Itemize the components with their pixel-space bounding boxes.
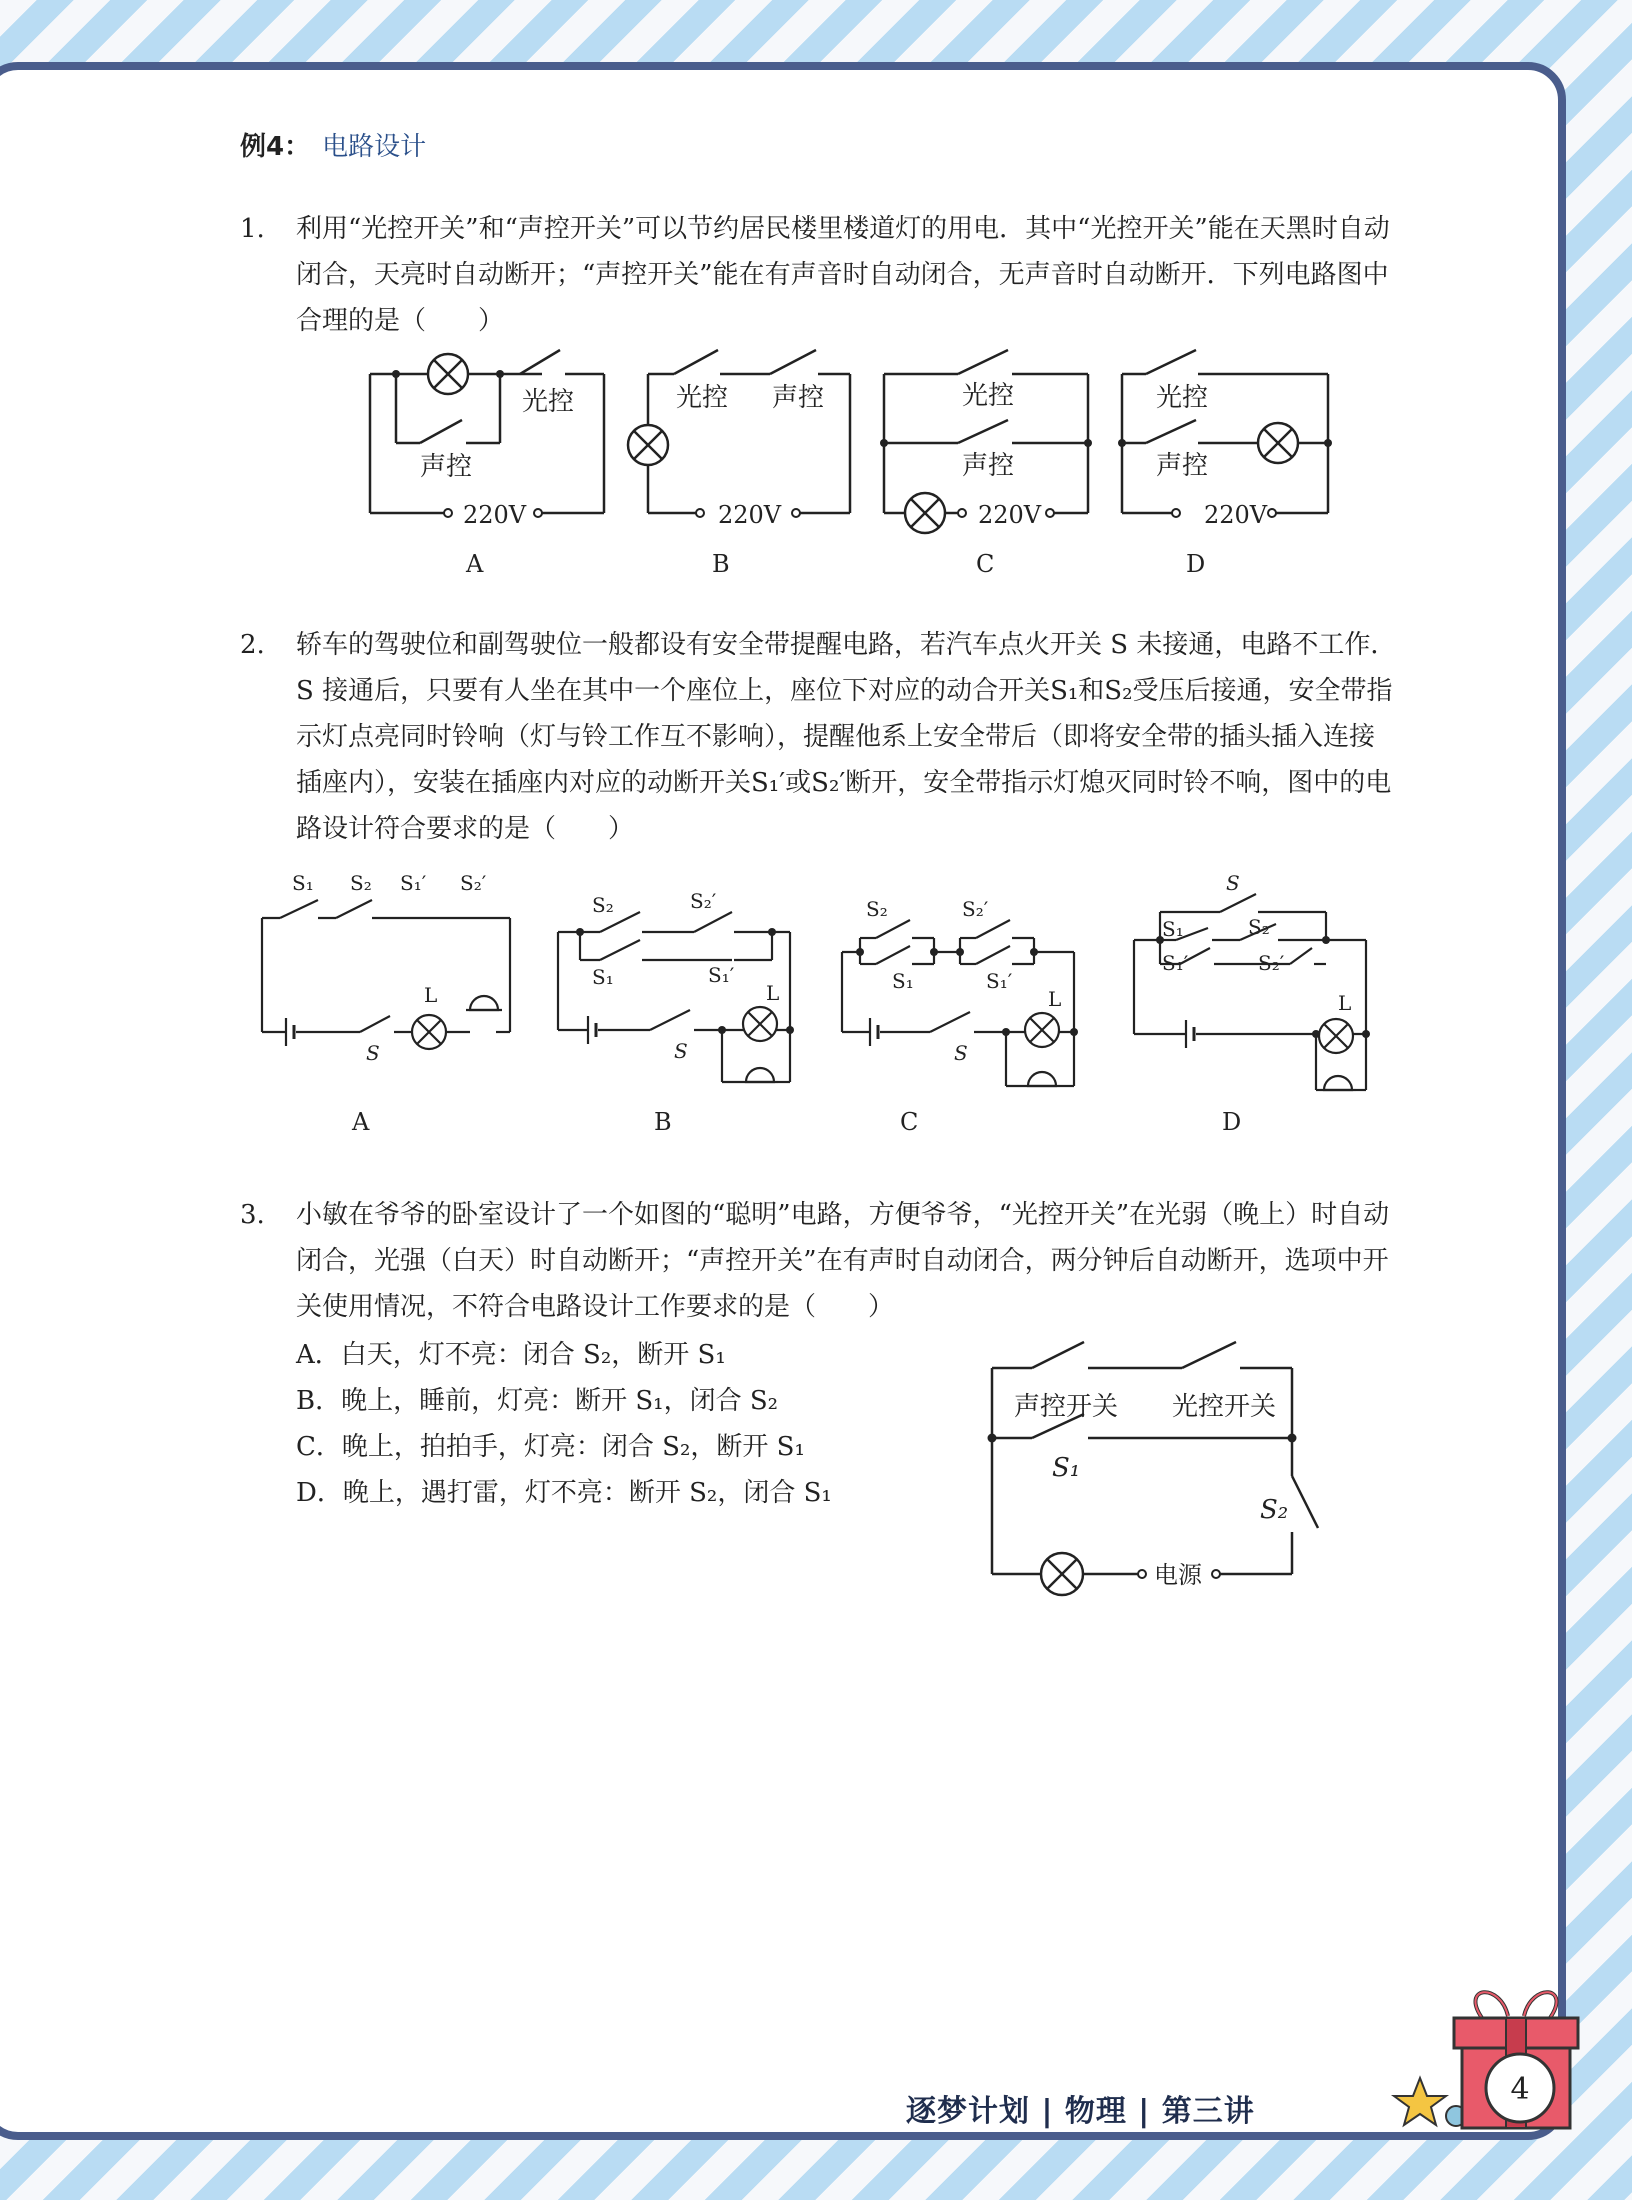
example-header <box>240 126 426 163</box>
question-number: 3. <box>240 1200 265 1230</box>
q2b-s1: S₁ <box>592 965 614 989</box>
q2-option-a: A <box>352 1108 370 1136</box>
q3-lamp-icon <box>1041 1553 1083 1595</box>
gift-box-icon <box>1454 1992 1578 2128</box>
q3-choice-c: C．晚上，拍拍手，灯亮：闭合 S₂，断开 S₁ <box>296 1432 805 1462</box>
q1-option-c: C <box>976 550 995 578</box>
q1c-sound-label: 声控 <box>962 451 1015 481</box>
q1a-light-label: 光控 <box>522 387 575 417</box>
q3-circuit-diagram <box>960 1320 1340 1610</box>
q1c-light-label: 光控 <box>962 381 1015 411</box>
q1d-light-label: 光控 <box>1156 383 1209 413</box>
q2c-s1: S₁ <box>892 969 914 993</box>
q1-circuit-figures <box>0 340 1632 590</box>
q2a-s2: S₂ <box>350 871 372 895</box>
q2c-lamp: L <box>1048 987 1062 1011</box>
q1-circuit-d <box>1122 350 1328 513</box>
q2d-s1: S₁ <box>1162 917 1184 941</box>
q2d-s2: S₂ <box>1248 915 1270 939</box>
q3-choice-a: A．白天，灯不亮：闭合 S₂，断开 S₁ <box>296 1340 726 1370</box>
q2b-s2p: S₂′ <box>690 889 717 913</box>
q2d-s: S <box>1226 871 1240 895</box>
q1c-voltage: 220V <box>978 501 1042 529</box>
q2a-s2p: S₂′ <box>460 871 487 895</box>
q1b-sound-label: 声控 <box>772 383 825 413</box>
q2c-s2p: S₂′ <box>962 897 989 921</box>
question-text: 轿车的驾驶位和副驾驶位一般都设有安全带提醒电路，若汽车点火开关 S 未接通，电路不工作．S 接通后，只要有人坐在其中一个座位上，座位下对应的动合开关S₁和S₂受压后接通，安全带指示灯点亮同时铃响（灯与铃工作互不影响），提醒他系上安全带后（即将安全带的插头插入连接插座内），安装在插座内对应的动断开关S₁′或S₂′断开，安全带指示灯熄灭同时铃不响，图中的电路设计符合要求的是（ ） <box>296 630 1397 844</box>
q3-s1-label: S₁ <box>1052 1453 1081 1483</box>
q2a-lamp: L <box>424 983 438 1007</box>
q1-circuit-a <box>370 350 604 513</box>
q2c-s: S <box>954 1041 968 1065</box>
q1a-sound-label: 声控 <box>420 452 473 482</box>
q1-option-b: B <box>712 550 730 578</box>
question-2 <box>240 622 1400 852</box>
question-3 <box>240 1192 1400 1330</box>
gift-page-badge <box>1390 1988 1600 2138</box>
example-label: 例4： <box>240 132 311 162</box>
q2c-s1p: S₁′ <box>986 969 1013 993</box>
q2a-s1: S₁ <box>292 871 314 895</box>
q1d-sound-label: 声控 <box>1156 451 1209 481</box>
q2-circuit-a <box>262 900 510 1032</box>
q1-circuit-c <box>884 350 1088 513</box>
q2b-s: S <box>674 1039 688 1063</box>
q2b-s2: S₂ <box>592 893 614 917</box>
question-text: 利用“光控开关”和“声控开关”可以节约居民楼里楼道灯的用电．其中“光控开关”能在天黑时自动闭合，天亮时自动断开；“声控开关”能在有声音时自动闭合，无声音时自动断开．下列电路图中合理的是（ ） <box>296 214 1390 336</box>
q2b-lamp: L <box>766 981 780 1005</box>
q1b-voltage: 220V <box>718 501 782 529</box>
q2d-s2p: S₂′ <box>1258 951 1285 975</box>
q1-circuit-b <box>648 350 850 513</box>
q2d-s1p: S₁′ <box>1162 951 1189 975</box>
page-number: 4 <box>1510 2072 1530 2107</box>
question-number: 2. <box>240 630 265 660</box>
question-number: 1. <box>240 214 265 244</box>
question-text: 小敏在爷爷的卧室设计了一个如图的“聪明”电路，方便爷爷，“光控开关”在光弱（晚上）时自动闭合，光强（白天）时自动断开；“声控开关”在有声时自动闭合，两分钟后自动断开，选项中开关使用情况，不符合电路设计工作要求的是（ ） <box>296 1200 1390 1322</box>
q3-light-switch-label: 光控开关 <box>1172 1392 1277 1422</box>
q1b-light-label: 光控 <box>676 383 729 413</box>
q3-sound-switch-label: 声控开关 <box>1014 1392 1119 1422</box>
q1a-voltage: 220V <box>463 501 527 529</box>
q3-choice-b: B．晚上，睡前，灯亮：断开 S₁，闭合 S₂ <box>296 1386 779 1416</box>
q1-option-a: A <box>466 550 484 578</box>
question-1 <box>240 206 1400 344</box>
q2-option-c: C <box>900 1108 919 1136</box>
q1-option-d: D <box>1186 550 1206 578</box>
footer-course-title: 逐梦计划 | 物理 | 第三讲 <box>906 2094 1255 2129</box>
q2a-s1p: S₁′ <box>400 871 427 895</box>
q2-option-d: D <box>1222 1108 1242 1136</box>
q1d-voltage: 220V <box>1204 501 1268 529</box>
q2d-lamp: L <box>1338 991 1352 1015</box>
q3-choice-d: D．晚上，遇打雷，灯不亮：断开 S₂，闭合 S₁ <box>296 1478 832 1508</box>
q2-circuit-figures <box>0 860 1632 1150</box>
q3-power-label: 电源 <box>1154 1561 1202 1589</box>
q2-option-b: B <box>654 1108 672 1136</box>
q3-s2-label: S₂ <box>1260 1495 1289 1525</box>
star-icon <box>1394 2078 1446 2125</box>
example-title: 电路设计 <box>322 132 427 162</box>
q2a-s: S <box>366 1041 380 1065</box>
q2b-s1p: S₁′ <box>708 963 735 987</box>
q2c-s2: S₂ <box>866 897 888 921</box>
